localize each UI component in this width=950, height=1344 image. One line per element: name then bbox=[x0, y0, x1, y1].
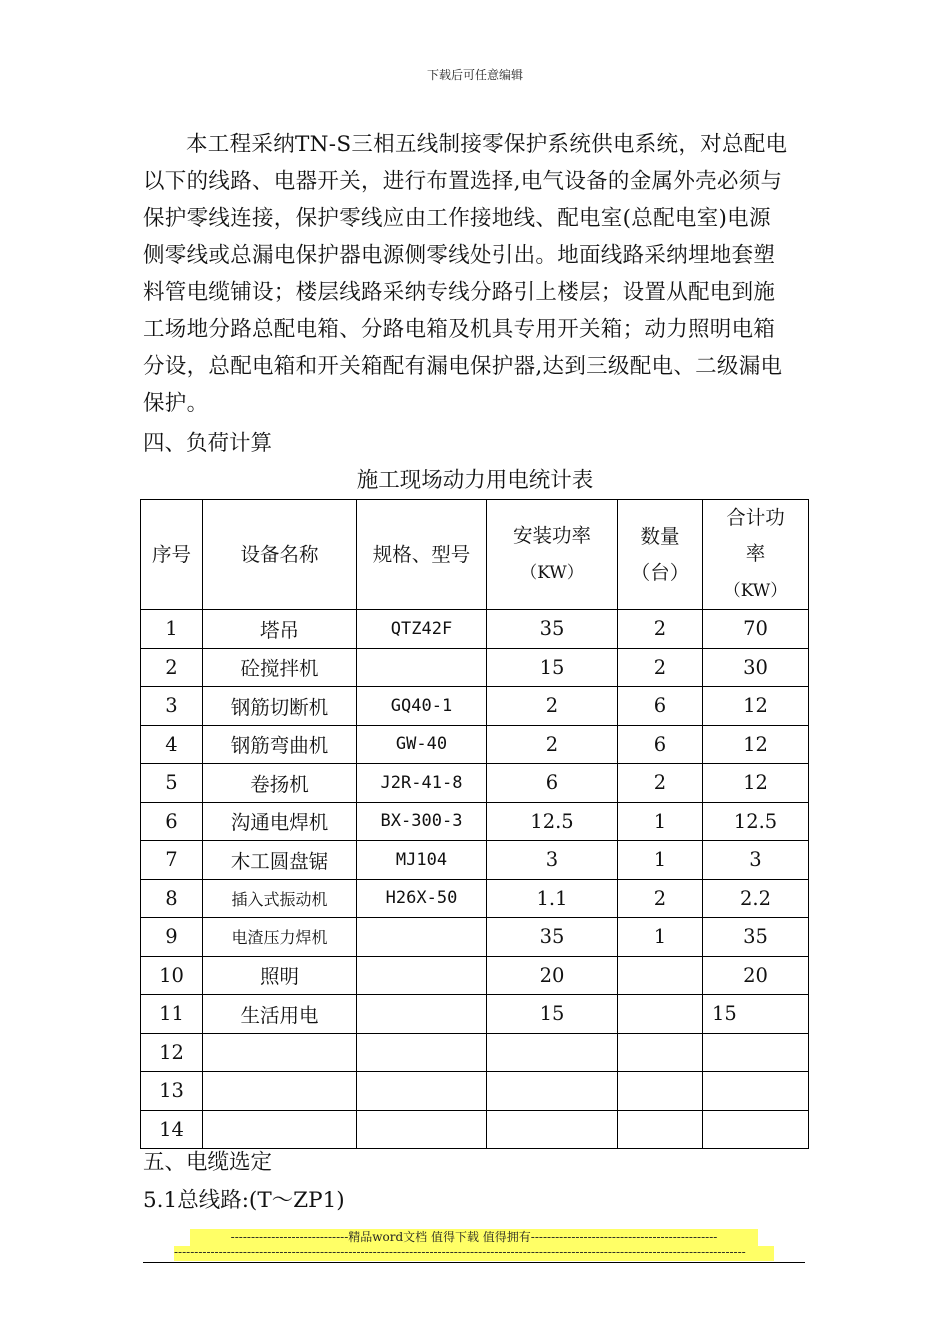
cell-seq: 1 bbox=[141, 610, 203, 649]
table-row bbox=[141, 879, 809, 918]
cell-power: 15 bbox=[487, 995, 618, 1034]
paragraph-line: 保护。 bbox=[143, 391, 209, 416]
table-row bbox=[141, 995, 809, 1034]
table-row bbox=[141, 1033, 809, 1072]
cell-model: GQ40-1 bbox=[357, 687, 487, 726]
cell-power bbox=[487, 1033, 618, 1072]
cell-seq: 7 bbox=[141, 841, 203, 880]
cell-name: 钢筋弯曲机 bbox=[203, 725, 357, 764]
table-row bbox=[141, 687, 809, 726]
cell-model: H26X-50 bbox=[357, 879, 487, 918]
cell-qty: 6 bbox=[618, 687, 703, 726]
cell-name: 钢筋切断机 bbox=[203, 687, 357, 726]
header-total bbox=[703, 500, 809, 610]
cell-model bbox=[357, 1033, 487, 1072]
table-row bbox=[141, 802, 809, 841]
cell-name: 插入式振动机 bbox=[203, 879, 357, 918]
cell-name: 生活用电 bbox=[203, 995, 357, 1034]
table-row bbox=[141, 764, 809, 803]
header-qty-label: 数量 bbox=[640, 524, 680, 548]
cell-power: 20 bbox=[487, 956, 618, 995]
cell-seq: 9 bbox=[141, 918, 203, 957]
paragraph-line: 以下的线路、电器开关，进行布置选择,电气设备的金属外壳必须与 bbox=[143, 169, 783, 194]
cell-total: 3 bbox=[703, 841, 809, 880]
paragraph-line: 工场地分路总配电箱、分路电箱及机具专用开关箱；动力照明电箱 bbox=[143, 317, 776, 342]
cell-model: GW-40 bbox=[357, 725, 487, 764]
cell-name: 电渣压力焊机 bbox=[203, 918, 357, 957]
cell-model: BX-300-3 bbox=[357, 802, 487, 841]
cell-seq: 4 bbox=[141, 725, 203, 764]
cell-power: 1.1 bbox=[487, 879, 618, 918]
cell-model: QTZ42F bbox=[357, 610, 487, 649]
cell-seq: 8 bbox=[141, 879, 203, 918]
cell-seq: 5 bbox=[141, 764, 203, 803]
cell-power: 3 bbox=[487, 841, 618, 880]
cell-name: 木工圆盘锯 bbox=[203, 841, 357, 880]
cell-total bbox=[703, 1110, 809, 1149]
cell-qty: 1 bbox=[618, 841, 703, 880]
cell-total: 35 bbox=[703, 918, 809, 957]
cell-power: 12.5 bbox=[487, 802, 618, 841]
page-header: 下载后可任意编辑 bbox=[426, 68, 523, 82]
cell-qty: 6 bbox=[618, 725, 703, 764]
cell-total bbox=[703, 1072, 809, 1111]
power-stats-table bbox=[140, 499, 809, 1149]
paragraph-text bbox=[143, 126, 808, 422]
table-row bbox=[141, 725, 809, 764]
cell-qty: 1 bbox=[618, 918, 703, 957]
header-model: 规格、型号 bbox=[357, 500, 487, 610]
cell-model: MJ104 bbox=[357, 841, 487, 880]
cell-seq: 6 bbox=[141, 802, 203, 841]
cell-name bbox=[203, 1072, 357, 1111]
table-title: 施工现场动力用电统计表 bbox=[356, 468, 594, 493]
table-row bbox=[141, 918, 809, 957]
cell-qty: 2 bbox=[618, 648, 703, 687]
cell-total: 30 bbox=[703, 648, 809, 687]
cell-qty bbox=[618, 1072, 703, 1111]
footer-banner: -----------------------------精品word文档 值得下载 值得拥有---------------------------------------------- bbox=[190, 1229, 758, 1246]
cell-seq: 3 bbox=[141, 687, 203, 726]
footer-banner-dashes: --------------------------------------------------------------------------------------------------------------------------------------------- bbox=[174, 1246, 774, 1261]
header-qty-unit: （台） bbox=[630, 560, 690, 584]
cell-total: 15 bbox=[703, 995, 809, 1034]
cell-seq: 11 bbox=[141, 995, 203, 1034]
table-row bbox=[141, 841, 809, 880]
table-header-row bbox=[141, 500, 809, 610]
cell-seq: 10 bbox=[141, 956, 203, 995]
cell-seq: 13 bbox=[141, 1072, 203, 1111]
cell-total: 20 bbox=[703, 956, 809, 995]
cell-total: 12 bbox=[703, 764, 809, 803]
table-row bbox=[141, 1110, 809, 1149]
table-row bbox=[141, 1072, 809, 1111]
cell-name bbox=[203, 1033, 357, 1072]
header-power-unit: （KW） bbox=[520, 563, 584, 583]
cell-model: J2R-41-8 bbox=[357, 764, 487, 803]
cell-qty bbox=[618, 995, 703, 1034]
cell-total: 12.5 bbox=[703, 802, 809, 841]
cell-name: 照明 bbox=[203, 956, 357, 995]
cell-seq: 12 bbox=[141, 1033, 203, 1072]
body-paragraph bbox=[143, 126, 808, 422]
paragraph-line: 侧零线或总漏电保护器电源侧零线处引出。地面线路采纳埋地套塑 bbox=[143, 243, 776, 268]
footer-rule bbox=[143, 1262, 805, 1263]
cell-model bbox=[357, 1110, 487, 1149]
cell-name: 沟通电焊机 bbox=[203, 802, 357, 841]
cell-name: 砼搅拌机 bbox=[203, 648, 357, 687]
subsection-main-line: 5.1总线路:(T～ZP1) bbox=[143, 1188, 345, 1213]
header-total-unit: （KW） bbox=[723, 581, 788, 601]
header-power-label: 安装功率 bbox=[512, 524, 591, 547]
cell-name: 塔吊 bbox=[203, 610, 357, 649]
cell-power: 35 bbox=[487, 610, 618, 649]
table-row bbox=[141, 956, 809, 995]
cell-qty: 2 bbox=[618, 879, 703, 918]
header-total-label-2: 率 bbox=[745, 542, 766, 565]
cell-model bbox=[357, 956, 487, 995]
table-row bbox=[141, 610, 809, 649]
cell-power: 35 bbox=[487, 918, 618, 957]
cell-total: 70 bbox=[703, 610, 809, 649]
cell-seq: 14 bbox=[141, 1110, 203, 1149]
header-qty bbox=[618, 500, 703, 610]
header-seq: 序号 bbox=[141, 500, 203, 610]
paragraph-line: 保护零线连接，保护零线应由工作接地线、配电室(总配电室)电源 bbox=[143, 206, 771, 231]
cell-model bbox=[357, 995, 487, 1034]
cell-model bbox=[357, 918, 487, 957]
paragraph-line: 本工程采纳TN-S三相五线制接零保护系统供电系统，对总配电 bbox=[186, 132, 788, 157]
header-total-label: 合计功 bbox=[726, 506, 785, 529]
cell-qty bbox=[618, 1110, 703, 1149]
cell-total bbox=[703, 1033, 809, 1072]
paragraph-line: 分设，总配电箱和开关箱配有漏电保护器,达到三级配电、二级漏电 bbox=[143, 354, 783, 379]
cell-qty: 1 bbox=[618, 802, 703, 841]
section-heading-cable: 五、电缆选定 bbox=[143, 1150, 273, 1175]
cell-qty: 2 bbox=[618, 764, 703, 803]
header-power bbox=[487, 500, 618, 610]
section-heading-load-calc: 四、负荷计算 bbox=[143, 431, 273, 456]
cell-model bbox=[357, 1072, 487, 1111]
cell-name bbox=[203, 1110, 357, 1149]
cell-power: 15 bbox=[487, 648, 618, 687]
table-row bbox=[141, 648, 809, 687]
cell-power: 2 bbox=[487, 725, 618, 764]
cell-seq: 2 bbox=[141, 648, 203, 687]
cell-power: 6 bbox=[487, 764, 618, 803]
paragraph-line: 料管电缆铺设；楼层线路采纳专线分路引上楼层；设置从配电到施 bbox=[143, 280, 776, 305]
cell-qty bbox=[618, 956, 703, 995]
cell-total: 12 bbox=[703, 725, 809, 764]
cell-total: 12 bbox=[703, 687, 809, 726]
cell-model bbox=[357, 648, 487, 687]
cell-power bbox=[487, 1072, 618, 1111]
cell-name: 卷扬机 bbox=[203, 764, 357, 803]
cell-total: 2.2 bbox=[703, 879, 809, 918]
cell-qty: 2 bbox=[618, 610, 703, 649]
cell-power: 2 bbox=[487, 687, 618, 726]
cell-power bbox=[487, 1110, 618, 1149]
header-name: 设备名称 bbox=[203, 500, 357, 610]
cell-qty bbox=[618, 1033, 703, 1072]
